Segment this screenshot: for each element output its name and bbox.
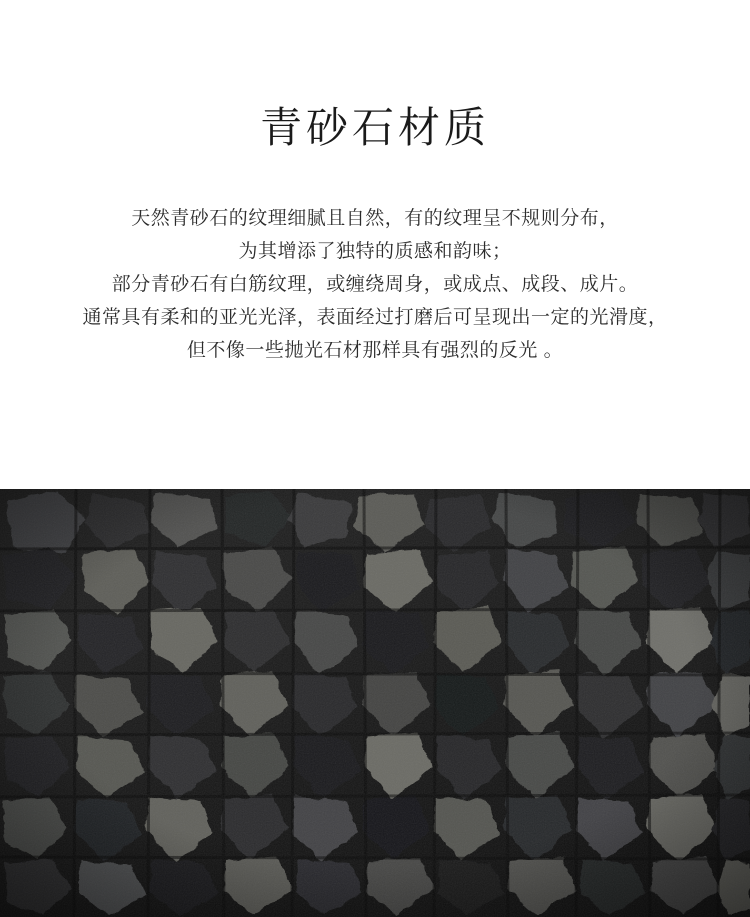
page-title: 青砂石材质 xyxy=(259,106,490,152)
description-line: 为其增添了独特的质感和韵味； xyxy=(238,241,512,263)
title-section xyxy=(0,0,750,154)
description-section xyxy=(0,202,750,367)
description-line: 通常具有柔和的亚光光泽，表面经过打磨后可呈现出一定的光滑度， xyxy=(82,307,668,329)
description-line: 天然青砂石的纹理细腻且自然，有的纹理呈不规则分布， xyxy=(131,208,619,230)
description-line: 部分青砂石有白筋纹理，或缠绕周身，或成点、成段、成片。 xyxy=(111,274,639,296)
crushed-stone-photo xyxy=(0,489,750,917)
description-line: 但不像一些抛光石材那样具有强烈的反光 。 xyxy=(186,340,564,362)
